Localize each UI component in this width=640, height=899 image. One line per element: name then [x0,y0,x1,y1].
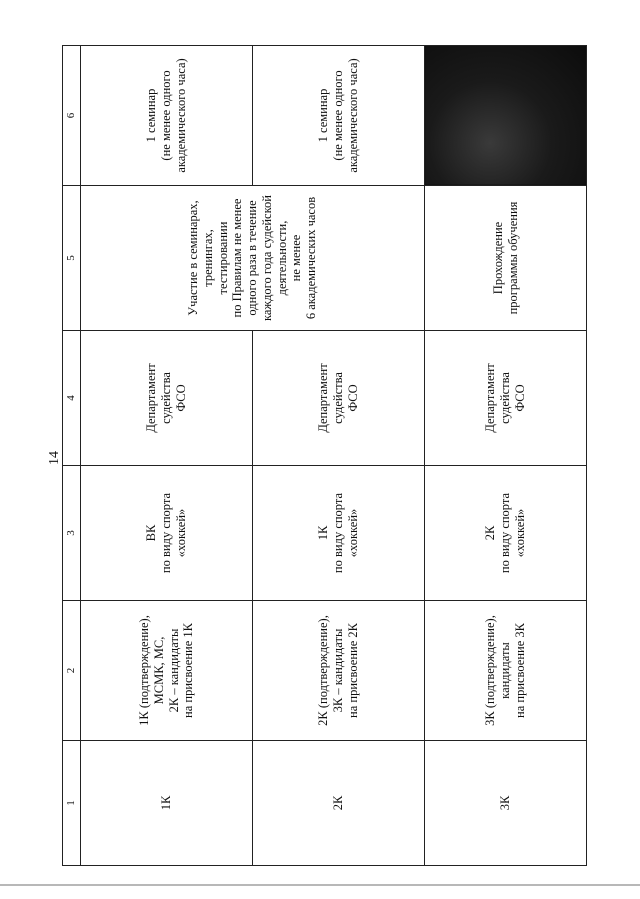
form-merged-cell: Участие в семинарах, тренингах, тестировании по Правилам не менее одного раза в течение каждого года судейской деятельности, не менее 6 академических часов [81,186,425,331]
bottom-rule [0,884,640,886]
row-3k-category-sport: 2К по виду спорта «хоккей» [425,466,587,601]
row-3k-category: 3К [425,741,587,866]
row-2k-category-sport: 1К по виду спорта «хоккей» [253,466,425,601]
column-number-1: 1 [63,741,81,866]
table-row-1k [81,46,253,866]
page-number: 14 [47,451,62,465]
row-1k-frequency: 1 семинар (не менее одного академического часа) [81,46,253,186]
table-row-2k [253,46,425,866]
row-3k-participants: 3К (подтверждение), кандидаты на присвоение 3К [425,601,587,741]
row-2k-frequency: 1 семинар (не менее одного академического часа) [253,46,425,186]
rotated-table-container [62,46,585,866]
row-2k-category: 2К [253,741,425,866]
table-row-3k [425,46,587,866]
row-1k-category-sport: ВК по виду спорта «хоккей» [81,466,253,601]
column-number-3: 3 [63,466,81,601]
row-1k-category: 1К [81,741,253,866]
row-3k-organizer: Департамент судейства ФСО [425,331,587,466]
row-3k-frequency-redacted [425,46,587,186]
row-2k-participants: 2К (подтверждение), 3К – кандидаты на присвоение 2К [253,601,425,741]
column-number-row [63,46,81,866]
column-number-6: 6 [63,46,81,186]
column-number-5: 5 [63,186,81,331]
row-2k-organizer: Департамент судейства ФСО [253,331,425,466]
column-number-2: 2 [63,601,81,741]
row-1k-organizer: Департамент судейства ФСО [81,331,253,466]
column-number-4: 4 [63,331,81,466]
qualification-table [62,45,587,866]
row-3k-form: Прохождение программы обучения [425,186,587,331]
row-1k-participants: 1К (подтверждение), МСМК, МС, 2К – кандидаты на присвоение 1К [81,601,253,741]
